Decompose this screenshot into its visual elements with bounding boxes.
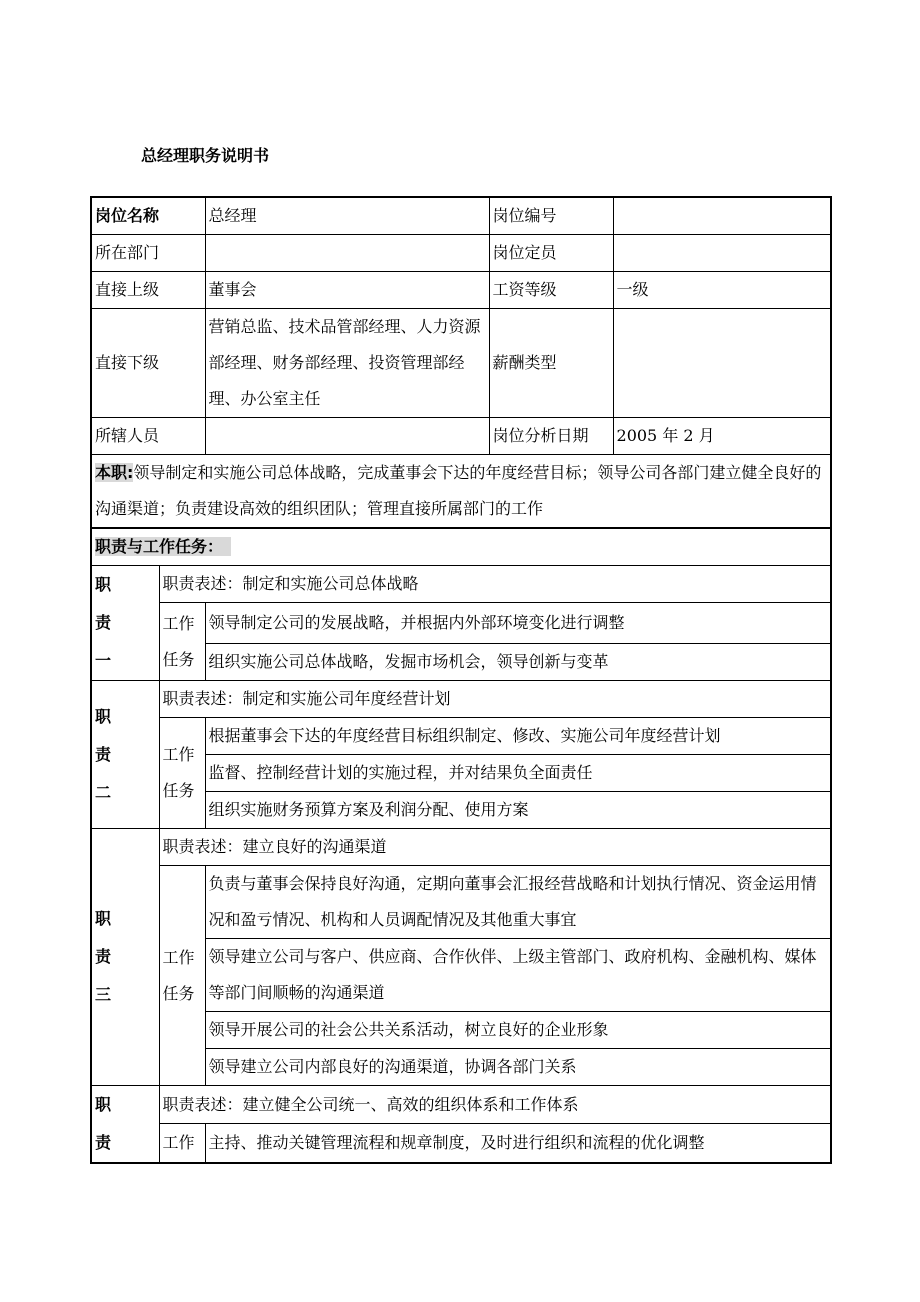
task-item: 组织实施公司总体战略，发掘市场机会，领导创新与变革 <box>205 644 831 681</box>
page-title: 总经理职务说明书 <box>141 146 270 165</box>
section-header-row <box>91 528 831 566</box>
task-item: 监督、控制经营计划的实施过程，并对结果负全面责任 <box>205 755 831 792</box>
info-row <box>91 272 831 309</box>
task-item: 主持、推动关键管理流程和规章制度，及时进行组织和流程的优化调整 <box>205 1124 831 1163</box>
task-label-line: 任务 <box>162 649 195 669</box>
info-row <box>91 418 831 455</box>
task-row <box>91 603 831 644</box>
duty-statement-row <box>91 829 831 866</box>
duty-summary-row <box>91 455 831 529</box>
task-item: 领导建立公司内部良好的沟通渠道，协调各部门关系 <box>205 1049 831 1086</box>
field-label: 工资等级 <box>489 272 613 309</box>
field-value <box>613 309 831 418</box>
field-label: 岗位名称 <box>91 197 205 235</box>
task-row <box>91 1124 831 1163</box>
task-item: 领导制定公司的发展战略，并根据内外部环境变化进行调整 <box>205 603 831 644</box>
task-label-line: 工作 <box>162 613 195 633</box>
field-value: 总经理 <box>205 197 489 235</box>
section-header-text: 职责与工作任务： <box>95 537 231 556</box>
job-description-table <box>90 196 832 1164</box>
field-value: 一级 <box>613 272 831 309</box>
duty-statement: 职责表述：制定和实施公司总体战略 <box>159 566 831 603</box>
field-label: 岗位分析日期 <box>489 418 613 455</box>
duty-char: 职 <box>95 909 112 928</box>
field-label: 所在部门 <box>91 235 205 272</box>
field-value <box>205 235 489 272</box>
task-label-line: 工作 <box>162 745 195 764</box>
duty-char: 二 <box>95 782 112 802</box>
duty-statement: 职责表述：制定和实施公司年度经营计划 <box>159 681 831 718</box>
field-value <box>613 235 831 272</box>
task-label-line: 任务 <box>162 781 195 800</box>
duty-char: 职 <box>95 575 112 594</box>
field-value: 董事会 <box>205 272 489 309</box>
duty-char: 责 <box>95 947 112 966</box>
task-label-line: 任务 <box>162 983 195 1003</box>
task-row <box>91 866 831 939</box>
task-item: 负责与董事会保持良好沟通，定期向董事会汇报经营战略和计划执行情况、资金运用情况和盈亏情况、机构和人员调配情况及其他重大事宜 <box>205 866 831 939</box>
info-row <box>91 235 831 272</box>
task-label <box>159 603 205 681</box>
task-item: 领导建立公司与客户、供应商、合作伙伴、上级主管部门、政府机构、金融机构、媒体等部门间顺畅的沟通渠道 <box>205 939 831 1012</box>
duty-char: 职 <box>95 706 112 726</box>
duty-statement-row <box>91 681 831 718</box>
duty-char: 责 <box>95 1133 112 1152</box>
duty-char: 一 <box>95 651 112 670</box>
duty-statement-row <box>91 566 831 603</box>
task-label: 工作 <box>159 1124 205 1163</box>
task-item: 组织实施财务预算方案及利润分配、使用方案 <box>205 792 831 829</box>
duty-char: 责 <box>95 744 112 764</box>
field-label: 所辖人员 <box>91 418 205 455</box>
duty-number-cell <box>91 829 159 1086</box>
field-label: 岗位定员 <box>489 235 613 272</box>
task-item: 根据董事会下达的年度经营目标组织制定、修改、实施公司年度经营计划 <box>205 718 831 755</box>
task-label-line: 工作 <box>162 947 195 967</box>
duty-summary <box>91 455 831 529</box>
duty-statement: 职责表述：建立健全公司统一、高效的组织体系和工作体系 <box>159 1086 831 1124</box>
duty-label: 本职: <box>95 463 134 482</box>
field-value <box>205 418 489 455</box>
field-value <box>613 197 831 235</box>
duty-text: 领导制定和实施公司总体战略，完成董事会下达的年度经营目标；领导公司各部门建立健全良好的沟通渠道；负责建设高效的组织团队；管理直接所属部门的工作 <box>95 463 822 518</box>
field-label: 薪酬类型 <box>489 309 613 418</box>
duty-char: 三 <box>95 985 112 1004</box>
task-label <box>159 718 205 829</box>
field-label: 直接下级 <box>91 309 205 418</box>
info-row <box>91 197 831 235</box>
field-value: 营销总监、技术品管部经理、人力资源部经理、财务部经理、投资管理部经理、办公室主任 <box>205 309 489 418</box>
field-label: 岗位编号 <box>489 197 613 235</box>
duty-number-cell <box>91 681 159 829</box>
duty-char: 职 <box>95 1095 112 1114</box>
duty-statement-row <box>91 1086 831 1124</box>
task-label <box>159 866 205 1086</box>
field-label: 直接上级 <box>91 272 205 309</box>
duty-statement: 职责表述：建立良好的沟通渠道 <box>159 829 831 866</box>
duty-number-cell <box>91 1086 159 1164</box>
duty-number-cell <box>91 566 159 681</box>
task-row <box>91 718 831 755</box>
section-header <box>91 528 831 566</box>
duty-char: 责 <box>95 613 112 632</box>
info-row <box>91 309 831 418</box>
field-value: 2005 年 2 月 <box>613 418 831 455</box>
task-item: 领导开展公司的社会公共关系活动，树立良好的企业形象 <box>205 1012 831 1049</box>
